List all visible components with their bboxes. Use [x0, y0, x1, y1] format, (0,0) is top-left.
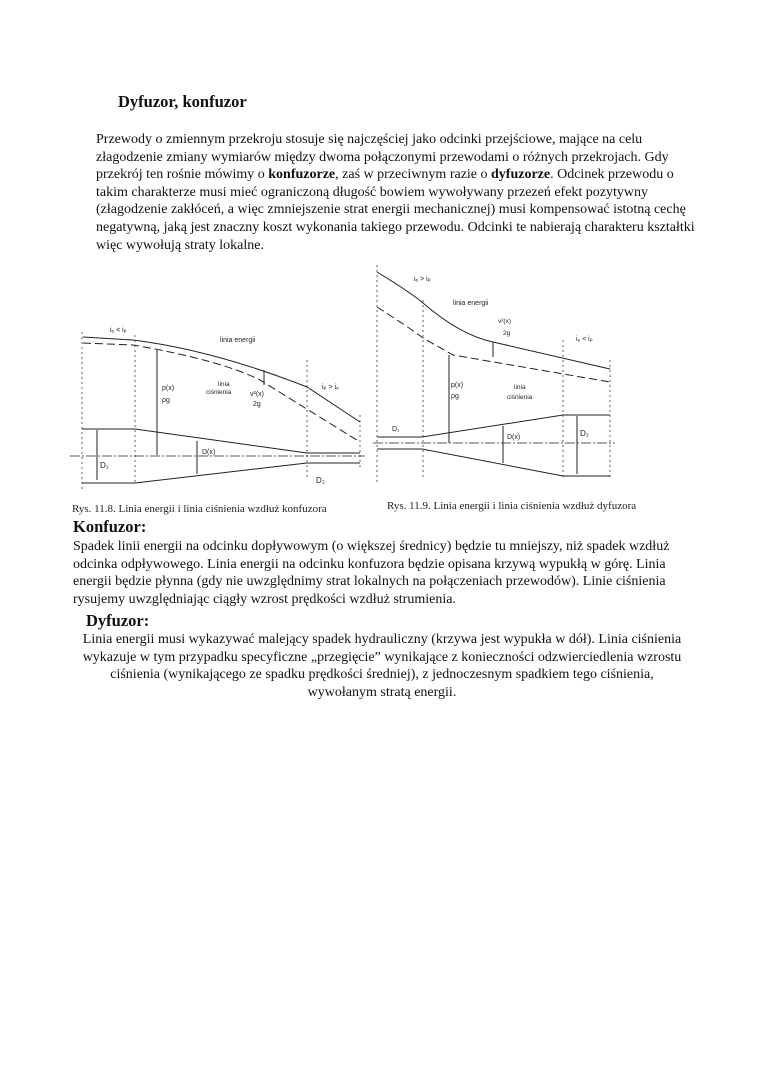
label-pressure-line: linia [218, 381, 230, 388]
label-d2: D₂ [580, 429, 589, 438]
label-d2: D₂ [316, 476, 325, 485]
intro-paragraph [96, 131, 696, 254]
label-energy-line: linia energii [453, 300, 489, 307]
label-slope-in: iₑ > iₚ [414, 276, 431, 283]
label-2g: 2g [503, 330, 511, 337]
label-pressure-line: ciśnienia [507, 394, 533, 401]
label-pressure-line: linia [514, 384, 526, 391]
intro-text: Przewody o zmiennym przekroju stosuje się najczęściej jako odcinki przejściowe, mające na celu złagodzenie zmiany wymiarów między dwoma połączonymi przewodami o różnych przekrojach. Gdy przekrój ten rośnie mówimy o [96, 132, 669, 183]
label-slope-out: iₚ > iₑ [322, 384, 339, 391]
intro-text: , zaś w przeciwnym razie o [335, 167, 492, 183]
intro-text: . Odcinek przewodu o takim charakterze musi mieć ograniczoną długość bowiem wywoływany przezeń efekt pozytywny (złagodzenie zakłóceń, a więc zmniejszenie strat energii mechanicznej) musi kompensować istotną cechę negatywną, jaką jest znaczny koszt wykonania takiego przewodu. Odcinki te nabierają charakteru kształtki więc wywołują straty lokalne. [96, 167, 695, 253]
label-p: p(x) [451, 382, 464, 389]
label-v2: v²(x) [498, 318, 511, 325]
energy-line [83, 337, 360, 422]
pipe-bottom [377, 449, 610, 476]
figure-caption-dyfuzor: Rys. 11.9. Linia energii i linia ciśnienia wzdłuż dyfuzora [387, 500, 637, 512]
dyfuzor-heading: Dyfuzor: [86, 611, 150, 630]
label-slope-in: iₑ < iₚ [110, 327, 127, 334]
label-dx: D(x) [202, 449, 216, 456]
section-lines [82, 332, 360, 490]
pipe-top [82, 429, 360, 453]
label-rho-g: ρg [451, 393, 459, 400]
figure-caption-konfuzor: Rys. 11.8. Linia energii i linia ciśnienia wzdłuż konfuzora [72, 503, 327, 515]
label-energy-line: linia energii [220, 337, 256, 344]
label-rho-g: ρg [162, 397, 170, 404]
label-p: p(x) [162, 385, 175, 392]
label-2g: 2g [253, 401, 261, 408]
label-pressure-line: ciśnienia [206, 389, 232, 396]
pipe-top [377, 415, 610, 437]
page-title: Dyfuzor, konfuzor [118, 92, 247, 111]
label-d1: D₁ [392, 426, 400, 433]
term-dyfuzor: dyfuzorze [491, 167, 551, 183]
label-slope-out: iₑ < iₚ [576, 336, 593, 343]
dyfuzor-paragraph: Linia energii musi wykazywać malejący spadek hydrauliczny (krzywa jest wypukła w dół). Linia ciśnienia wykazuje w tym przypadku specyficzne „przegięcie” wynikające z konieczności odzwierciedlenia wzrostu ciśnienia (wynikającego ze spadku prędkości średniej), z jednoczesnym spadkiem tego ciśnienia, wywołanym stratą energii. [82, 632, 682, 700]
konfuzor-heading: Konfuzor: [73, 517, 147, 536]
label-v2: v²(x) [250, 391, 264, 398]
dyfuzor-diagram [370, 260, 630, 500]
label-dx: D(x) [507, 434, 521, 441]
konfuzor-diagram [60, 320, 370, 500]
term-konfuzor: konfuzorze [268, 167, 336, 183]
label-d1: D₁ [100, 461, 109, 470]
konfuzor-paragraph: Spadek linii energii na odcinku dopływowym (o większej średnicy) będzie tu mniejszy, niż spadek wzdłuż odcinka odpływowego. Linia energii na odcinku konfuzora będzie opisana krzywą wypukłą w górę. Linia energii będzie płynna (gdy nie uwzględnimy strat lokalnych na połączeniach przewodów). Linie ciśnienia rysujemy uwzględniając ciągły wzrost prędkości wzdłuż strumienia. [73, 539, 670, 607]
